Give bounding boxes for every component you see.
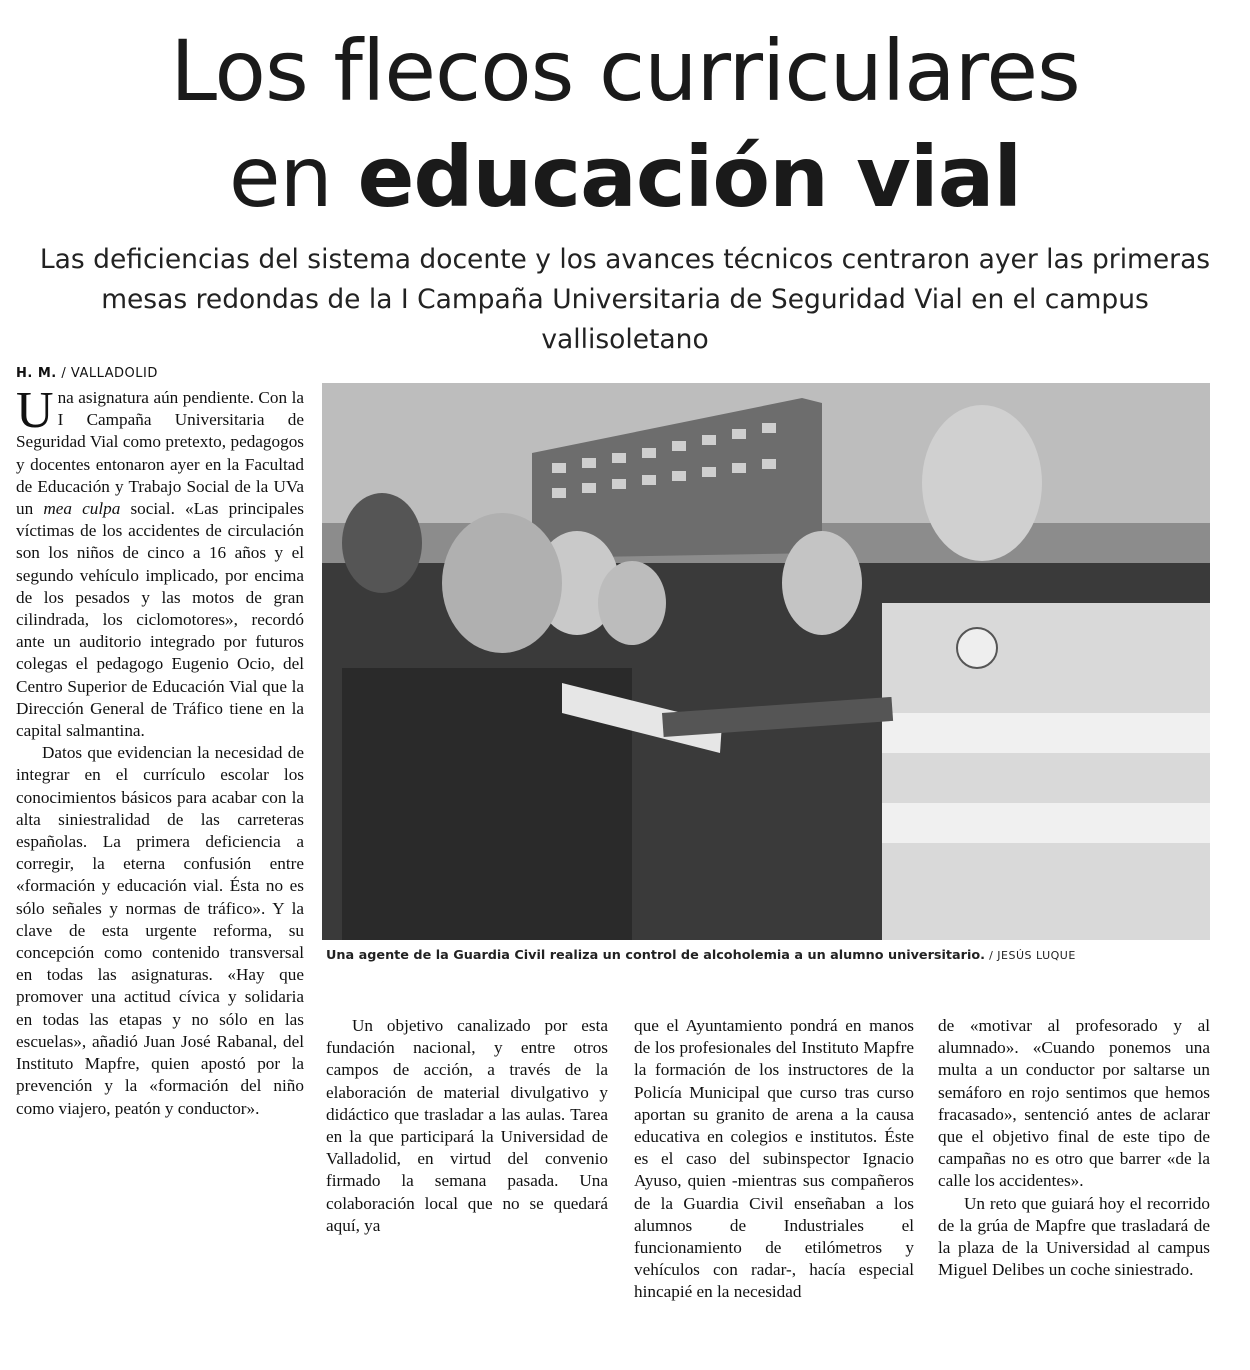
paragraph-text: social. «Las principales víctimas de los accidentes de circulación son los niños de cinco a 16 años y el segundo vehículo implicado, por encima de los pesados y las motos de gran cilindrada, los ciclomotores», recordó ante un auditorio integrado por futuros colegas el pedagogo Eugenio Ocio, del Centro Superior de Educación Vial que la Dirección General de Tráfico tiene en la capital salmantina. <box>16 499 304 741</box>
drop-cap: U <box>16 382 54 439</box>
headline-line-1: Los flecos curriculares <box>170 22 1080 120</box>
article-column-4 <box>938 1015 1210 1281</box>
headline-line-2-light: en <box>228 128 358 226</box>
news-photo <box>322 383 1210 940</box>
photo-illustration <box>322 383 1210 940</box>
article-column-2 <box>326 1015 608 1237</box>
subheadline-line-2: mesas redondas de la I Campaña Universitaria de Seguridad Vial en el campus vallisoletano <box>101 284 1149 355</box>
italic-phrase: mea culpa <box>43 499 121 519</box>
article-column-3 <box>634 1015 914 1304</box>
byline <box>16 366 158 381</box>
article-paragraph: Datos que evidencian la necesidad de integrar en el currículo escolar los conocimientos básicos para acabar con la alta siniestralidad de las carreteras españolas. La primera deficiencia a corregir, la eterna confusión entre «formación y educación vial. Ésta no es sólo señales y normas de tráfico». Y la clave de esta urgente reforma, su concepción como contenido transversal en todas las asignaturas. «Hay que promover una actitud cívica y solidaria en todas las etapas y no sólo en las escuelas», añadió Juan José Rabanal, del Instituto Mapfre, quien apostó por la prevención y la «formación del niño como viajero, peatón y conductor». <box>16 743 304 1118</box>
photo-caption <box>326 948 1216 963</box>
article-paragraph: Un reto que guiará hoy el recorrido de la grúa de Mapfre que trasladará de la plaza de la Universidad al campus Miguel Delibes un coche siniestrado. <box>938 1193 1210 1280</box>
subheadline <box>30 240 1220 360</box>
article-paragraph: Un objetivo canalizado por esta fundación nacional, y entre otros campos de acción, a través de la elaboración de material divulgativo y didáctico que trasladar a las aulas. Tarea en la que participará la Universidad de Valladolid, en virtud del convenio firmado la semana pasada. Una colaboración local que no se quedará aquí, ya <box>326 1016 608 1235</box>
article-paragraph: que el Ayuntamiento pondrá en manos de los profesionales del Instituto Mapfre la formación de los instructores de la Policía Municipal que curso tras curso aportan su granito de arena a la causa educativa en colegios e institutos. Éste es el caso del subinspector Ignacio Ayuso, quien -mientras sus compañeros de la Guardia Civil enseñaban a los alumnos de Industriales el funcionamiento de etilómetros y vehículos con radar-, hacía especial hincapié en la necesidad <box>634 1016 914 1302</box>
caption-text: Una agente de la Guardia Civil realiza un control de alcoholemia a un alumno universitario. <box>326 948 986 963</box>
byline-place: VALLADOLID <box>70 366 158 381</box>
paragraph-text: na asignatura aún pendiente. Con la I Campaña Universitaria de Seguridad Vial como pretexto, pedagogos y docentes entonaron ayer en la Facultad de Educación y Trabajo Social de la UVa un <box>16 388 304 519</box>
photo-credit: / JESÚS LUQUE <box>989 949 1076 962</box>
subheadline-line-1: Las deficiencias del sistema docente y los avances técnicos centraron ayer las primeras <box>39 244 1211 275</box>
byline-separator: / <box>56 366 71 381</box>
article-paragraph: de «motivar al profesorado y al alumnado». «Cuando ponemos una multa a un conductor por saltarse un semáforo en rojo sentimos que hemos fracasado», sentenció antes de aclarar que el objetivo final de este tipo de campañas no es otro que barrer «de la calle los accidentes». <box>938 1016 1210 1191</box>
headline-line-2 <box>0 124 1250 230</box>
byline-author: H. M. <box>16 366 57 381</box>
headline <box>0 18 1250 230</box>
article-column-1 <box>16 382 304 1120</box>
headline-line-2-bold: educación vial <box>357 128 1022 226</box>
article-paragraph <box>16 382 304 742</box>
